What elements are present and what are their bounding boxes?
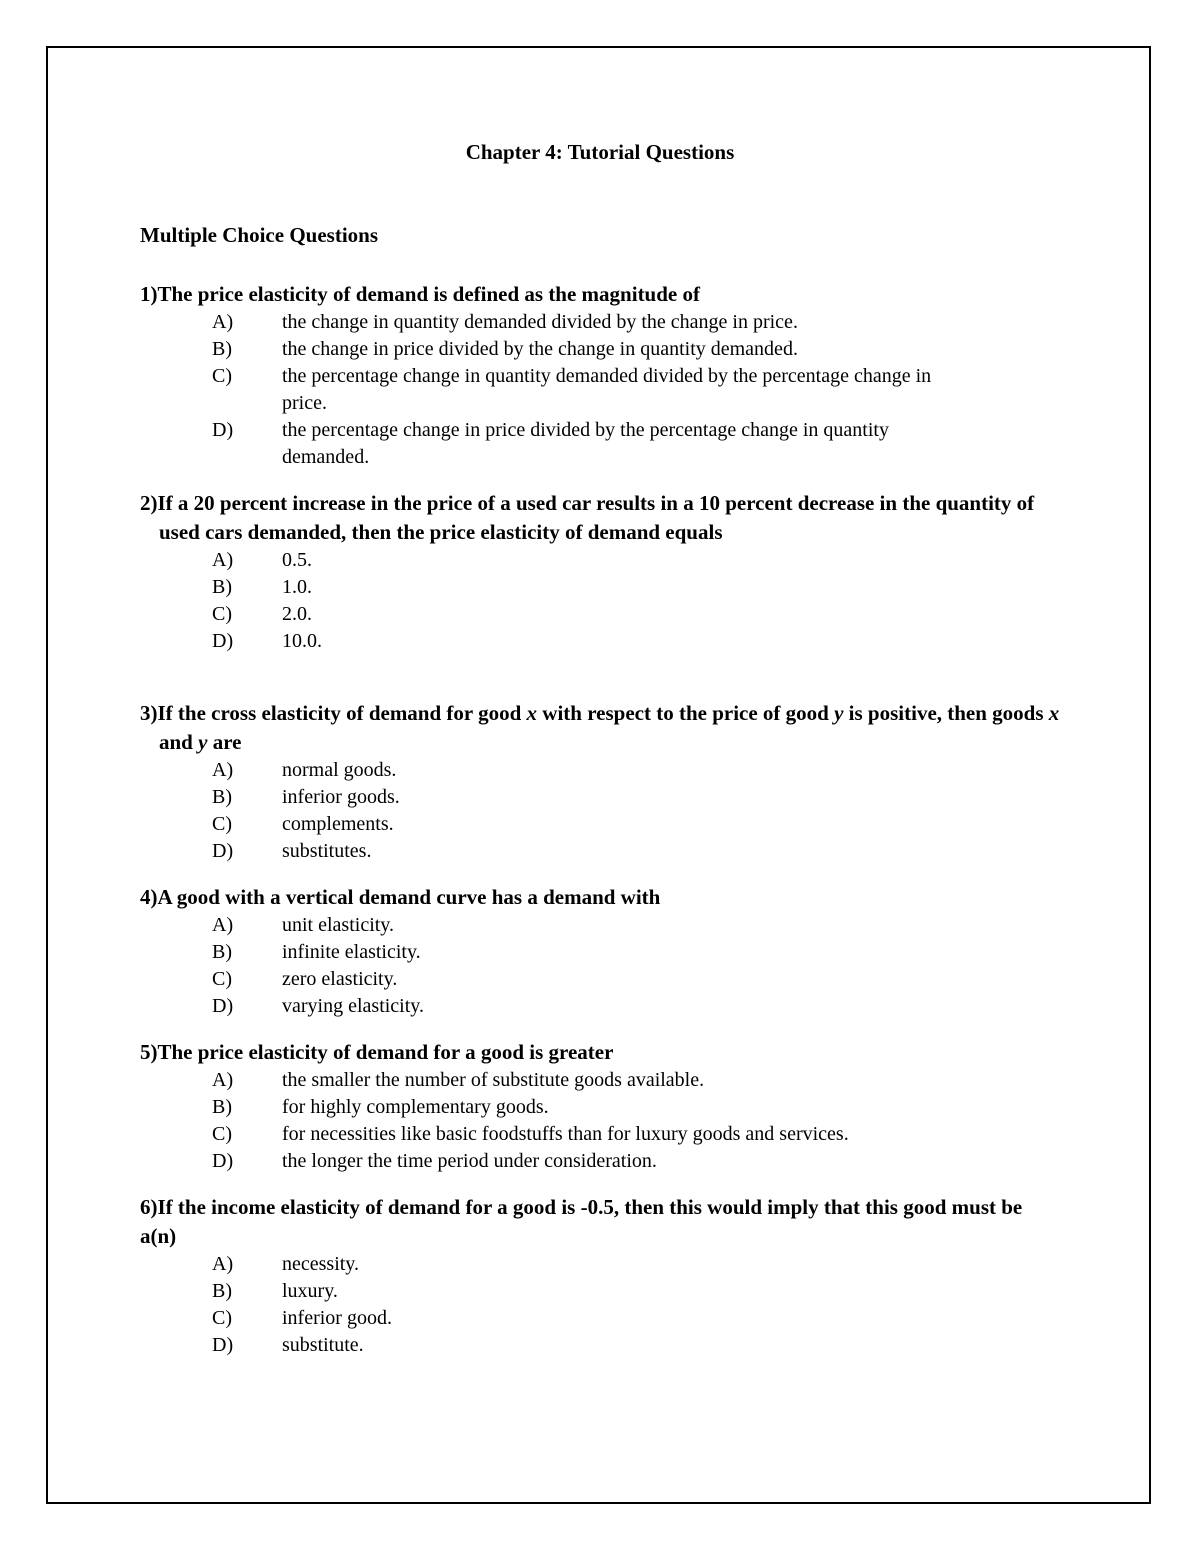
- option-letter: B): [212, 1280, 232, 1302]
- option-text: substitutes.: [282, 840, 372, 862]
- option-text: 10.0.: [282, 630, 322, 652]
- option-b[interactable]: [140, 1278, 1060, 1305]
- option-a[interactable]: [140, 1067, 1060, 1094]
- variable-y: y: [834, 701, 844, 725]
- question-stem: [140, 280, 1060, 309]
- question-number: 3): [140, 701, 158, 725]
- question-text-part: If the cross elasticity of demand for good: [157, 701, 527, 725]
- question-text-part: and: [159, 730, 199, 754]
- question-number: 5): [140, 1040, 158, 1064]
- option-letter: D): [212, 995, 234, 1017]
- option-a[interactable]: [140, 309, 1060, 336]
- option-text: luxury.: [282, 1280, 338, 1302]
- question-text: If the income elasticity of demand for a good is -0.5, then this would imply that this good must be a(n): [140, 1195, 1023, 1248]
- question-number: 1): [140, 282, 158, 306]
- option-text: substitute.: [282, 1334, 364, 1356]
- option-letter: A): [212, 1253, 234, 1275]
- option-a[interactable]: [140, 912, 1060, 939]
- option-text: varying elasticity.: [282, 995, 424, 1017]
- option-d[interactable]: [140, 838, 1060, 865]
- option-letter: A): [212, 914, 234, 936]
- variable-x: x: [526, 701, 538, 725]
- question-stem: [140, 699, 1060, 757]
- question-2: [140, 489, 1060, 655]
- option-c[interactable]: [140, 601, 1060, 628]
- option-letter: D): [212, 419, 234, 441]
- option-c[interactable]: [140, 1121, 1060, 1148]
- option-a[interactable]: [140, 547, 1060, 574]
- section-heading: Multiple Choice Questions: [140, 223, 379, 247]
- answer-options: [140, 757, 1060, 865]
- option-b[interactable]: [140, 784, 1060, 811]
- option-letter: C): [212, 1307, 232, 1329]
- option-text: zero elasticity.: [282, 968, 398, 990]
- option-text: inferior good.: [282, 1307, 392, 1329]
- document-body: [140, 140, 1060, 1359]
- question-5: [140, 1038, 1060, 1175]
- option-letter: C): [212, 1123, 232, 1145]
- option-letter: B): [212, 1096, 232, 1118]
- option-letter: C): [212, 365, 232, 387]
- question-6: [140, 1193, 1060, 1359]
- option-text: unit elasticity.: [282, 914, 395, 936]
- variable-y: y: [198, 730, 208, 754]
- option-text: the longer the time period under consideration.: [282, 1150, 657, 1172]
- option-letter: D): [212, 630, 234, 652]
- option-b[interactable]: [140, 1094, 1060, 1121]
- option-d[interactable]: [140, 417, 1060, 471]
- page-title: Chapter 4: Tutorial Questions: [465, 140, 735, 164]
- option-letter: D): [212, 1334, 234, 1356]
- option-text: 0.5.: [282, 549, 312, 571]
- option-letter: A): [212, 759, 234, 781]
- option-text: the percentage change in quantity demanded divided by the percentage change in price.: [282, 365, 932, 414]
- option-b[interactable]: [140, 336, 1060, 363]
- question-number: 2): [140, 491, 158, 515]
- question-number: 4): [140, 885, 158, 909]
- option-text: for highly complementary goods.: [282, 1096, 549, 1118]
- option-letter: C): [212, 968, 232, 990]
- question-4: [140, 883, 1060, 1020]
- option-text: 1.0.: [282, 576, 312, 598]
- option-b[interactable]: [140, 574, 1060, 601]
- option-letter: B): [212, 576, 232, 598]
- question-stem: [140, 883, 1060, 912]
- option-letter: D): [212, 1150, 234, 1172]
- option-text: infinite elasticity.: [282, 941, 421, 963]
- option-d[interactable]: [140, 1148, 1060, 1175]
- variable-x: x: [1048, 701, 1060, 725]
- option-text: necessity.: [282, 1253, 360, 1275]
- option-letter: B): [212, 338, 232, 360]
- question-stem: [140, 489, 1060, 547]
- option-letter: C): [212, 813, 232, 835]
- option-letter: D): [212, 840, 234, 862]
- option-letter: A): [212, 311, 234, 333]
- option-c[interactable]: [140, 1305, 1060, 1332]
- option-c[interactable]: [140, 363, 1060, 417]
- question-text: The price elasticity of demand for a good is greater: [157, 1040, 614, 1064]
- option-d[interactable]: [140, 628, 1060, 655]
- option-text: the smaller the number of substitute goods available.: [282, 1069, 705, 1091]
- option-c[interactable]: [140, 966, 1060, 993]
- option-b[interactable]: [140, 939, 1060, 966]
- question-number: 6): [140, 1195, 158, 1219]
- answer-options: [140, 309, 1060, 471]
- option-d[interactable]: [140, 1332, 1060, 1359]
- option-a[interactable]: [140, 757, 1060, 784]
- option-text: for necessities like basic foodstuffs than for luxury goods and services.: [282, 1123, 849, 1145]
- option-a[interactable]: [140, 1251, 1060, 1278]
- question-stem: [140, 1038, 1060, 1067]
- option-text: 2.0.: [282, 603, 312, 625]
- option-text: complements.: [282, 813, 394, 835]
- answer-options: [140, 547, 1060, 655]
- option-letter: C): [212, 603, 232, 625]
- question-text-part: are: [207, 730, 242, 754]
- option-text: the change in quantity demanded divided by the change in price.: [282, 311, 798, 333]
- question-text-part: is positive, then goods: [843, 701, 1049, 725]
- option-text: the change in price divided by the change in quantity demanded.: [282, 338, 798, 360]
- option-text: inferior goods.: [282, 786, 400, 808]
- question-1: [140, 280, 1060, 471]
- question-text: A good with a vertical demand curve has a demand with: [157, 885, 661, 909]
- question-text-part: with respect to the price of good: [537, 701, 835, 725]
- question-stem: [140, 1193, 1060, 1251]
- option-letter: B): [212, 786, 232, 808]
- option-letter: A): [212, 1069, 234, 1091]
- option-letter: A): [212, 549, 234, 571]
- answer-options: [140, 1251, 1060, 1359]
- question-3: [140, 699, 1060, 865]
- answer-options: [140, 1067, 1060, 1175]
- option-c[interactable]: [140, 811, 1060, 838]
- option-text: the percentage change in price divided by the percentage change in quantity demanded.: [282, 419, 889, 468]
- question-text: The price elasticity of demand is defined as the magnitude of: [157, 282, 700, 306]
- option-text: normal goods.: [282, 759, 397, 781]
- question-text: If a 20 percent increase in the price of a used car results in a 10 percent decrease in the quantity of used cars demanded, then the price elasticity of demand equals: [157, 491, 1035, 544]
- option-d[interactable]: [140, 993, 1060, 1020]
- answer-options: [140, 912, 1060, 1020]
- option-letter: B): [212, 941, 232, 963]
